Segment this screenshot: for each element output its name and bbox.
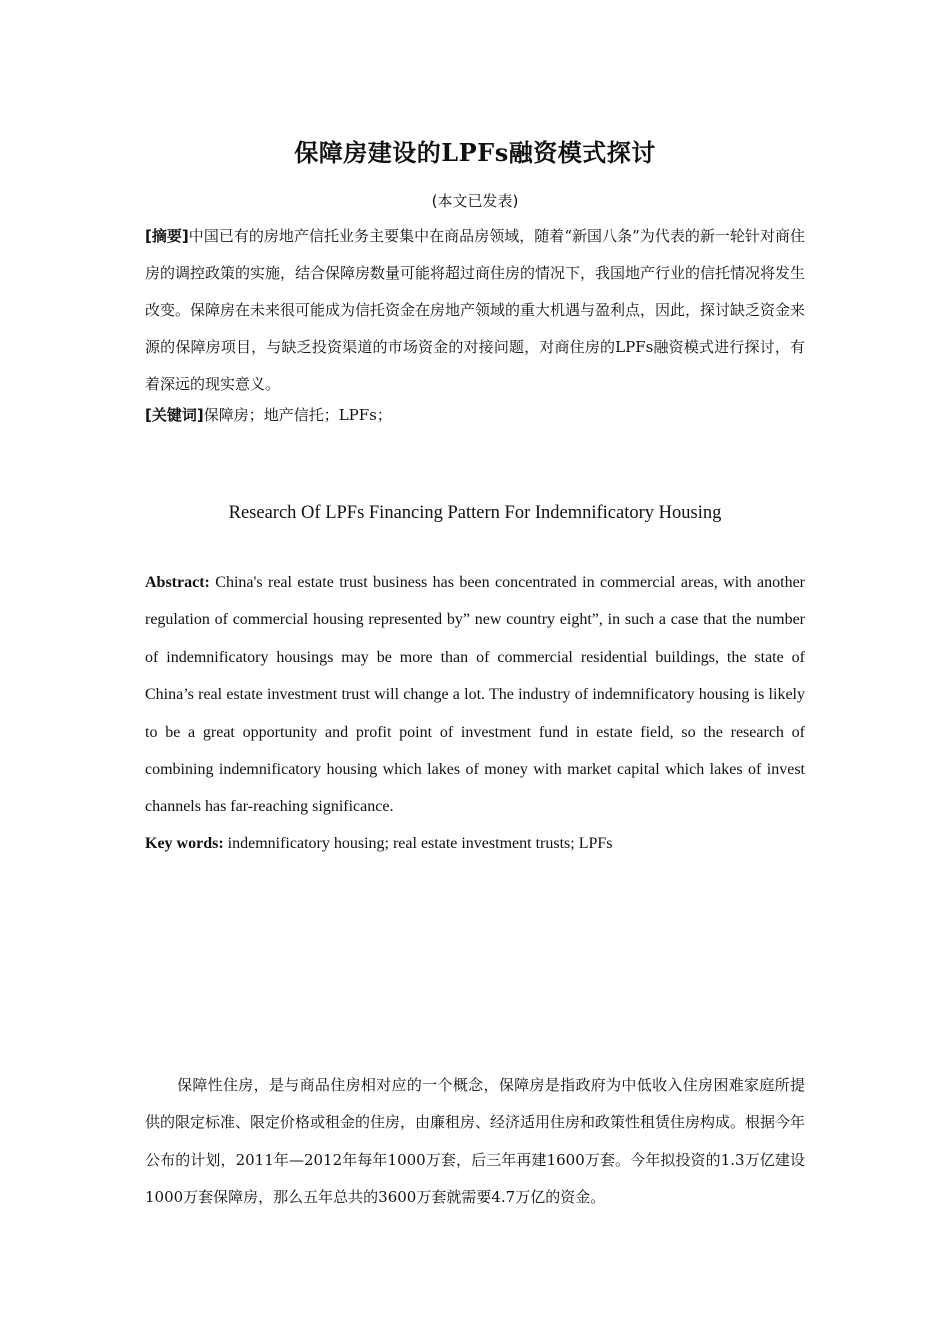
english-keywords-text: indemnificatory housing; real estate investment trusts; LPFs (223, 835, 613, 852)
chinese-keywords-text: 保障房；地产信托；LPFs； (203, 406, 392, 424)
body-paragraph: 保障性住房，是与商品住房相对应的一个概念，保障房是指政府为中低收入住房困难家庭所提供的限定标准、限定价格或租金的住房，由廉租房、经济适用住房和政策性租赁住房构成。根据今年公布的计划，2011年—2012年每年1000万套，后三年再建1600万套。今年拟投资的1.3万亿建设1000万套保障房，那么五年总共的3600万套就需要4.7万亿的资金。 (145, 1076, 806, 1207)
english-abstract (145, 564, 805, 826)
english-title: Research Of LPFs Financing Pattern For Indemnificatory Housing (228, 503, 722, 523)
publication-note: (本文已发表) (431, 192, 519, 210)
english-abstract-label: Abstract: (145, 574, 210, 591)
english-keywords-label: Key words: (145, 835, 224, 852)
chinese-keywords-label: [关键词] (145, 406, 204, 424)
chinese-abstract (145, 218, 805, 403)
english-keywords (145, 830, 805, 858)
chinese-keywords (145, 400, 805, 430)
english-abstract-text: China's real estate trust business has been concentrated in commercial areas, with another regulation of commercial housing represented by” new country eight”, in such a case that the number of indemnificatory housings may be more than of commercial residential buildings, the state of China’s real estate investment trust will change a lot. The industry of indemnificatory housing is likely to be a great opportunity and profit point of investment fund in estate field, so the research of combining indemnificatory housing which lakes of money with market capital which lakes of invest channels has far-reaching significance. (145, 574, 805, 816)
chinese-abstract-text: 中国已有的房地产信托业务主要集中在商品房领域，随着“新国八条”为代表的新一轮针对商住房的调控政策的实施，结合保障房数量可能将超过商住房的情况下，我国地产行业的信托情况将发生改变。保障房在未来很可能成为信托资金在房地产领域的重大机遇与盈利点，因此，探讨缺乏资金来源的保障房项目，与缺乏投资渠道的市场资金的对接问题，对商住房的LPFs融资模式进行探讨，有着深远的现实意义。 (145, 227, 806, 393)
chinese-abstract-label: [摘要] (145, 227, 189, 245)
page-title: 保障房建设的LPFs融资模式探讨 (294, 138, 656, 167)
